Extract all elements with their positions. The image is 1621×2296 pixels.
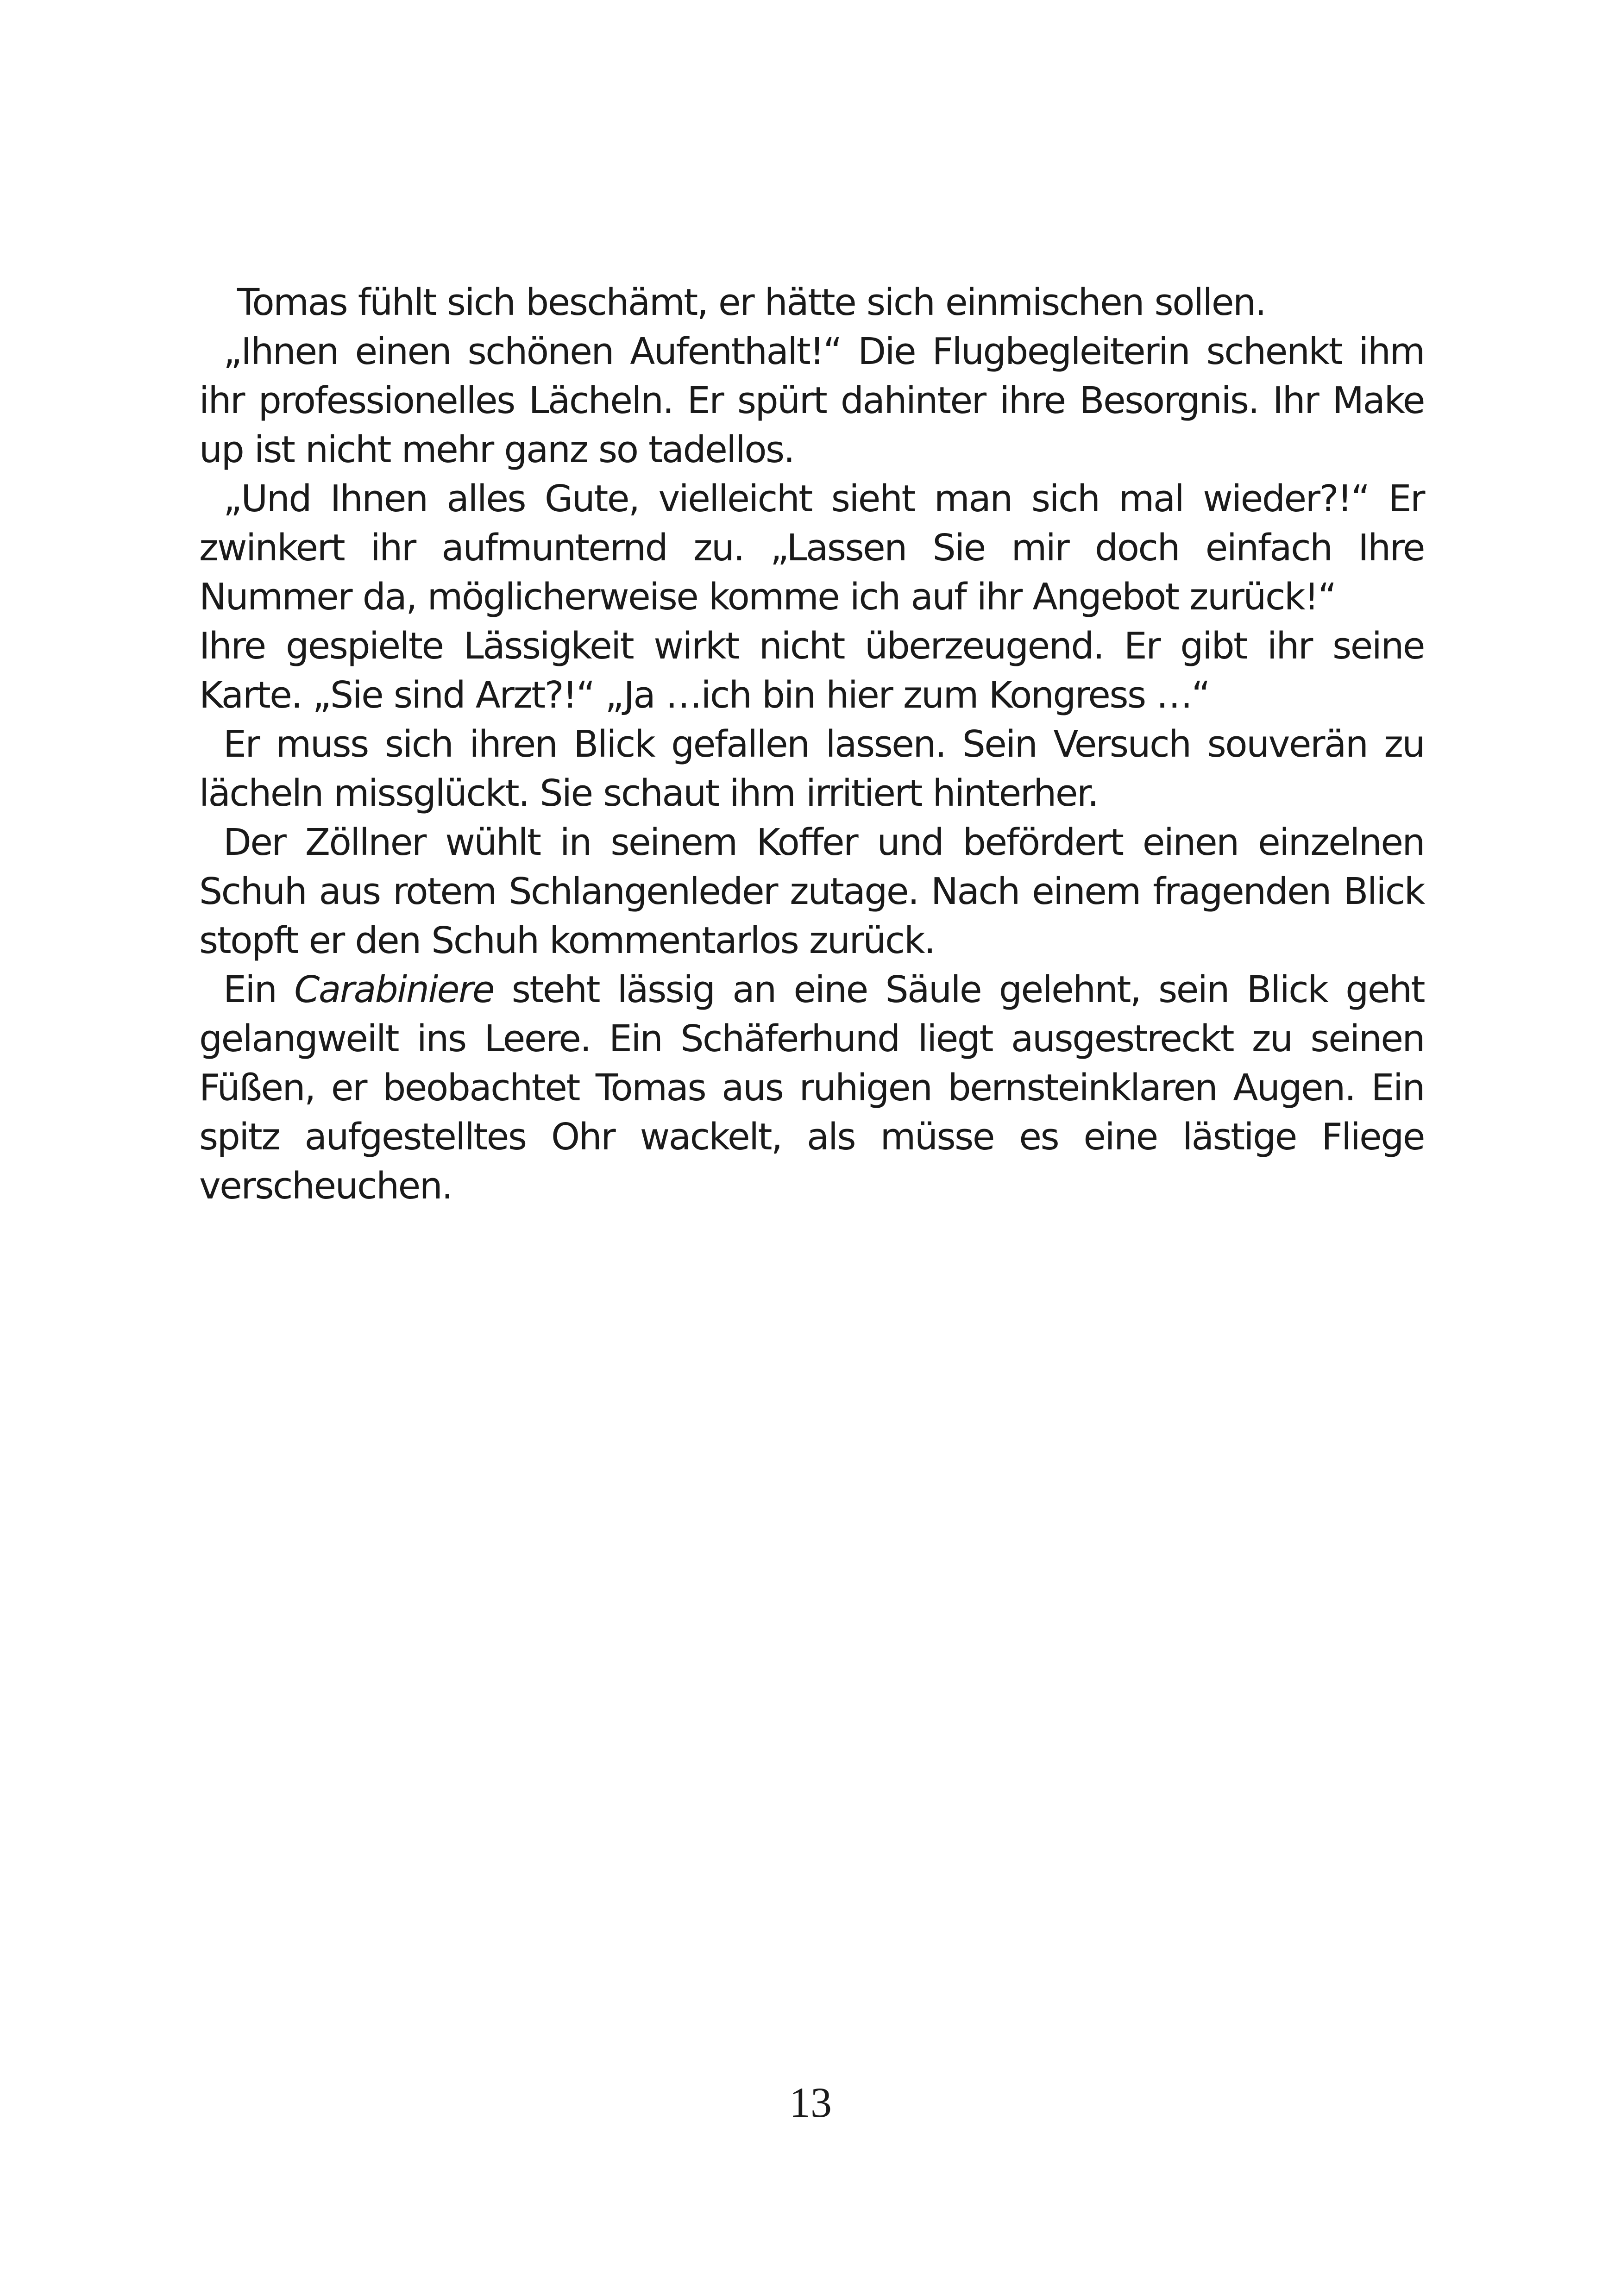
paragraph: Tomas fühlt sich beschämt, er hätte sich einmischen sollen.	[237, 281, 1266, 324]
paragraph-text: Ein	[223, 968, 295, 1011]
italic-term: Carabiniere	[294, 968, 494, 1011]
body-text	[199, 278, 1424, 1211]
paragraph: „Ihnen einen schönen Aufenthalt!“ Die Flugbegleiterin schenkt ihm ihr professionelles Lächeln. Er spürt dahinter ihre Besorgnis. Ihr Make up ist nicht mehr ganz so tadellos.	[199, 330, 1424, 471]
paragraph: „Und Ihnen alles Gute, vielleicht sieht man sich mal wieder?!“ Er zwinkert ihr aufmunternd zu. „Lassen Sie mir doch einfach Ihre Nummer da, möglicherweise komme ich auf ihr Angebot zurück!“	[199, 477, 1424, 618]
paragraph-text: steht lässig an eine Säule gelehnt, sein Blick geht gelangweilt ins Leere. Ein Schäferhund liegt ausgestreckt zu seinen Füßen, er beobachtet Tomas aus ruhigen bernsteinklaren Augen. Ein spitz aufgestelltes Ohr wackelt, als müsse es eine lästige Fliege verscheuchen.	[199, 968, 1425, 1207]
paragraph	[199, 965, 1424, 1211]
paragraph: Er muss sich ihren Blick gefallen lassen. Sein Versuch souverän zu lächeln missglückt. Sie schaut ihm irritiert hinterher.	[199, 723, 1424, 815]
paragraph: Der Zöllner wühlt in seinem Koffer und befördert einen einzelnen Schuh aus rotem Schlangenleder zutage. Nach einem fragenden Blick stopft er den Schuh kommentarlos zurück.	[199, 821, 1424, 962]
paragraph: Ihre gespielte Lässigkeit wirkt nicht überzeugend. Er gibt ihr seine Karte. „Sie sind Arzt?!“ „Ja …ich bin hier zum Kongress …“	[199, 625, 1424, 716]
page-number: 13	[789, 2079, 832, 2126]
